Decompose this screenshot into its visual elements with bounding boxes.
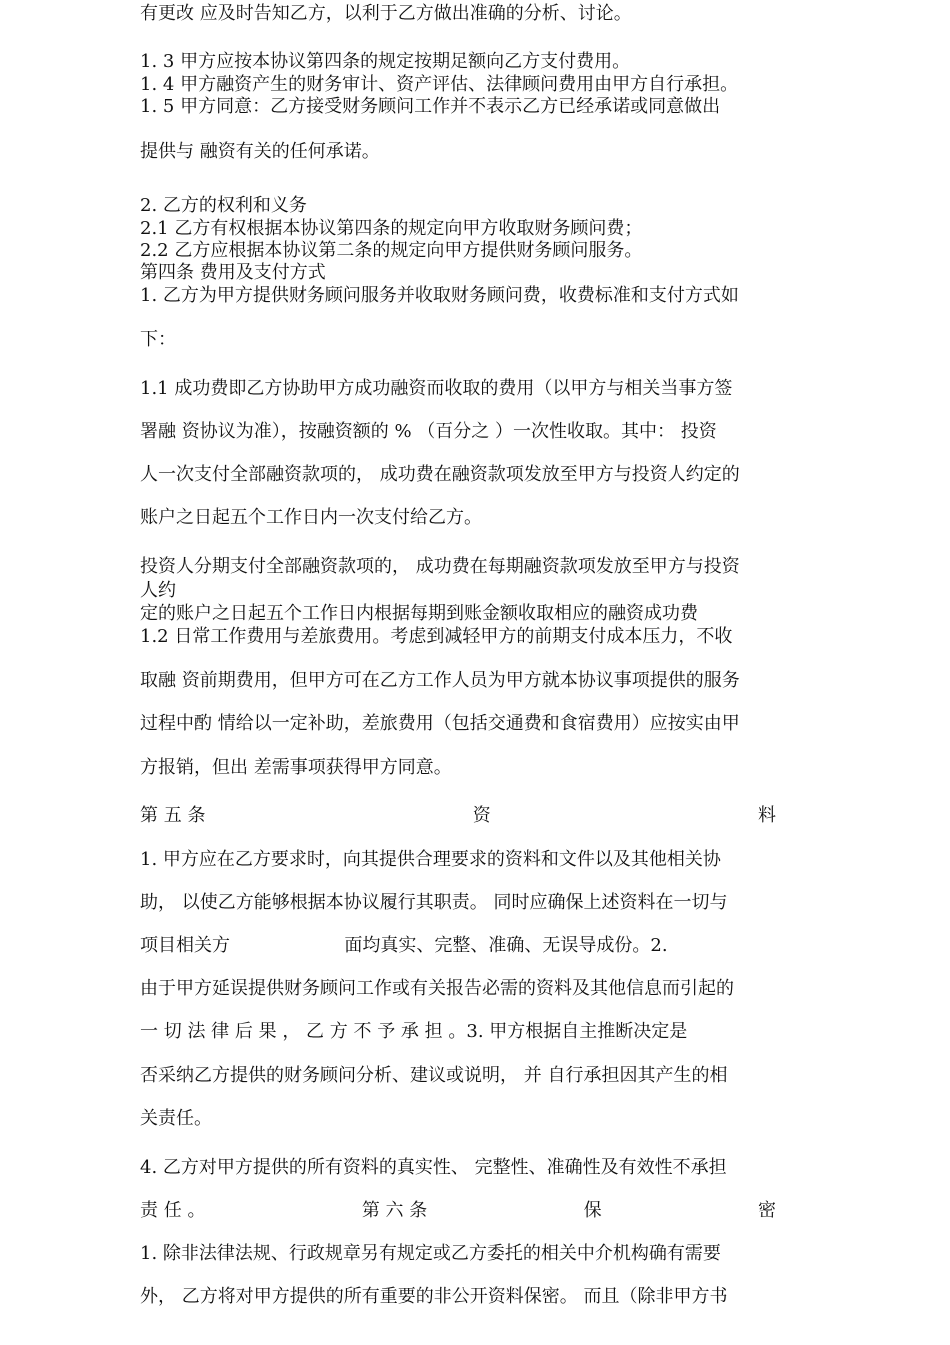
article-5-heading xyxy=(140,805,800,827)
article-6-heading xyxy=(140,1200,800,1222)
article-6-number: 第 六 条 xyxy=(361,1200,428,1221)
text-line: 取融 资前期费用，但甲方可在乙方工作人员为甲方就本协议事项提供的服务 xyxy=(140,670,740,691)
article-6-title-char: 保 xyxy=(583,1200,602,1221)
text-line: 一 切 法 律 后 果 ， 乙 方 不 予 承 担 。3. 甲方根据自主推断决定是 xyxy=(140,1021,688,1042)
article-5-title-char: 资 xyxy=(472,805,491,826)
text-line: 方报销，但出 差需事项获得甲方同意。 xyxy=(140,757,452,778)
text-line: 1. 5 甲方同意：乙方接受财务顾问工作并不表示乙方已经承诺或同意做出 xyxy=(140,96,721,117)
text-line: 外， 乙方将对甲方提供的所有重要的非公开资料保密。 而且（除非甲方书 xyxy=(140,1286,728,1307)
text-line: 过程中酌 情给以一定补助，差旅费用（包括交通费和食宿费用）应按实由甲 xyxy=(140,713,740,734)
previous-clause-ending: 责 任 。 xyxy=(140,1200,206,1221)
text-line: 1. 除非法律法规、行政规章另有规定或乙方委托的相关中介机构确有需要 xyxy=(140,1243,721,1264)
text-line: 助， 以使乙方能够根据本协议履行其职责。 同时应确保上述资料在一切与 xyxy=(140,892,728,913)
text-line: 1.2 日常工作费用与差旅费用。考虑到减轻甲方的前期支付成本压力，不收 xyxy=(140,626,733,647)
text-line: 定的账户之日起五个工作日内根据每期到账金额收取相应的融资成功费 xyxy=(140,603,698,624)
text-line: 人约 xyxy=(140,580,176,601)
article-6-title-char: 密 xyxy=(757,1200,776,1221)
text-line: 由于甲方延误提供财务顾问工作或有关报告必需的资料及其他信息而引起的 xyxy=(140,978,734,999)
text-line: 项目相关方 面均真实、完整、准确、无误导成份。2. xyxy=(140,935,668,956)
text-line: 提供与 融资有关的任何承诺。 xyxy=(140,141,380,162)
article-5-number: 第 五 条 xyxy=(140,805,206,826)
text-line: 2.1 乙方有权根据本协议第四条的规定向甲方收取财务顾问费； xyxy=(140,218,643,239)
text-line: 1.1 成功费即乙方协助甲方成功融资而收取的费用（以甲方与相关当事方签 xyxy=(140,378,733,399)
text-line: 下： xyxy=(140,329,176,350)
text-line: 4. 乙方对甲方提供的所有资料的真实性、 完整性、准确性及有效性不承担 xyxy=(140,1157,727,1178)
text-line: 2.2 乙方应根据本协议第二条的规定向甲方提供财务顾问服务。 xyxy=(140,240,643,261)
text-line: 署融 资协议为准），按融资额的 % （百分之 ）一次性收取。其中： 投资 xyxy=(140,421,717,442)
article-5-title-char: 料 xyxy=(757,805,776,826)
text-line: 1. 乙方为甲方提供财务顾问服务并收取财务顾问费，收费标准和支付方式如 xyxy=(140,285,739,306)
article-heading: 第四条 费用及支付方式 xyxy=(140,262,326,283)
text-line: 人一次支付全部融资款项的， 成功费在融资款项发放至甲方与投资人约定的 xyxy=(140,464,740,485)
text-line: 1. 4 甲方融资产生的财务审计、资产评估、法律顾问费用由甲方自行承担。 xyxy=(140,74,739,95)
text-line: 否采纳乙方提供的财务顾问分析、建议或说明， 并 自行承担因其产生的相 xyxy=(140,1065,728,1086)
text-line: 1. 甲方应在乙方要求时，向其提供合理要求的资料和文件以及其他相关协 xyxy=(140,849,721,870)
text-line: 1. 3 甲方应按本协议第四条的规定按期足额向乙方支付费用。 xyxy=(140,51,631,72)
text-line: 账户之日起五个工作日内一次支付给乙方。 xyxy=(140,507,482,528)
text-line: 有更改 应及时告知乙方，以利于乙方做出准确的分析、讨论。 xyxy=(140,3,632,24)
text-line: 投资人分期支付全部融资款项的， 成功费在每期融资款项发放至甲方与投资 xyxy=(140,556,740,577)
text-line: 关责任。 xyxy=(140,1108,212,1129)
text-line: 2. 乙方的权利和义务 xyxy=(140,195,307,216)
